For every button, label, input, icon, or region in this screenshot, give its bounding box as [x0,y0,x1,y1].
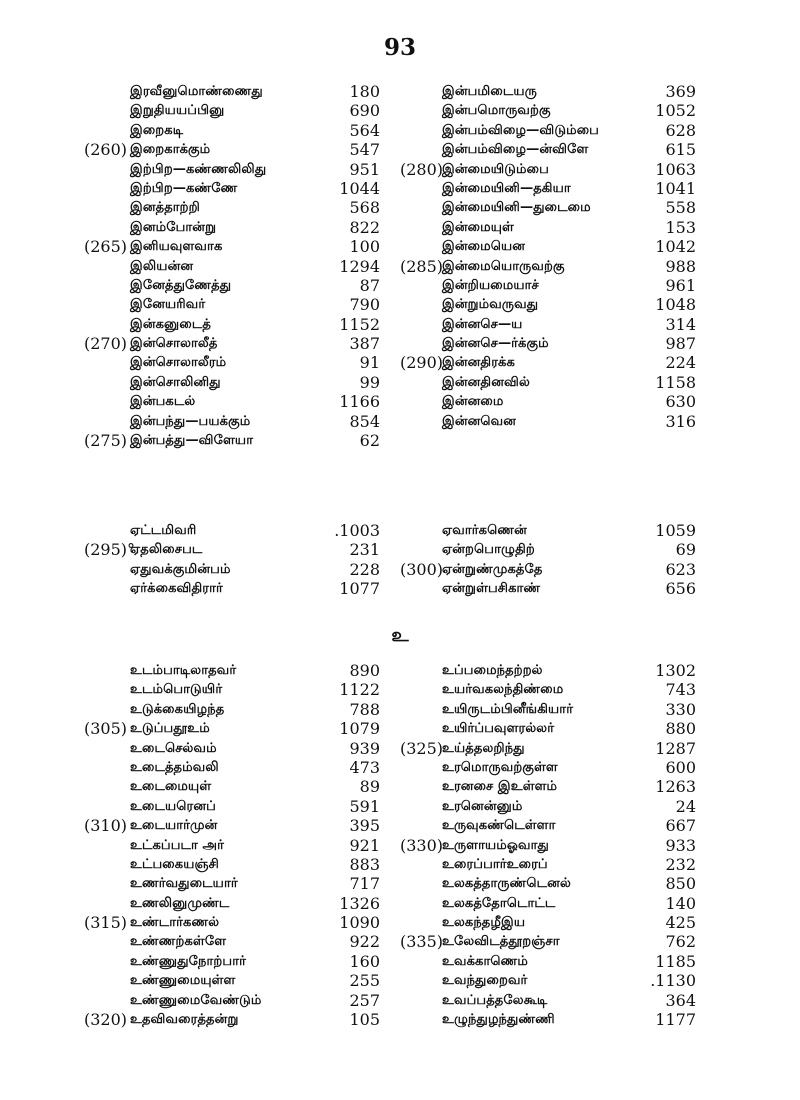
entry-page-number: 69 [675,540,696,560]
entry-page-number: 140 [665,893,696,913]
index-entry [400,894,710,913]
entry-page-number: 330 [665,699,696,719]
entry-page-number: 547 [349,140,380,160]
entry-text: உரைப்பார்உரைப் [442,856,548,872]
entry-text: உண்ணுதுநோற்பார் [130,953,246,969]
entry-page-number: 1041 [655,178,696,198]
entry-page-number: 316 [665,411,696,431]
entry-text: உடையார்முன் [130,818,218,834]
index-entry [400,218,710,237]
index-entry [84,431,394,450]
entry-text: இன்றும்வருவது [442,297,539,313]
entry-page-number: 160 [349,951,380,971]
index-entry [84,874,394,893]
index-entry [84,719,394,738]
entry-text: உயர்வகலந்திண்மை [442,682,564,698]
index-entry [400,237,710,256]
entry-text: உரனென்னும் [442,798,523,814]
entry-text: இன்மையுள் [442,219,514,235]
entry-text: உயிர்ப்பவுளரல்லர் [442,721,555,737]
index-column-right-1 [400,82,710,431]
entry-text: ஏட்டமிவரி [130,523,197,538]
index-entry [400,680,710,699]
entry-page-number: 1294 [339,256,380,276]
entry-text: உணலினுமுண்ட [130,895,230,911]
entry-text: இன்னசெ—ர்க்கும் [442,336,549,352]
entry-text: உண்ணுமையுள்ள [130,973,236,989]
entry-text: இன்மையொருவற்கு [442,258,565,274]
entry-text: இன்மையிடும்பை [442,161,549,177]
index-entry [400,836,710,855]
entry-page-number: 99 [359,372,380,392]
entry-page-number: 762 [665,932,696,952]
entry-text: ஏன்றபொழுதிற் [442,542,535,558]
entry-page-number: 630 [665,392,696,412]
index-entry [400,160,710,179]
entry-number-marker: (280) [400,159,444,179]
entry-page-number: 1042 [655,237,696,257]
entry-page-number: 591 [349,796,380,816]
index-entry [400,991,710,1010]
entry-page-number: 62 [359,431,380,451]
index-entry [400,1010,710,1029]
entry-page-number: 558 [665,198,696,218]
entry-page-number: 564 [349,120,380,140]
index-entry [400,179,710,198]
index-entry [84,758,394,777]
entry-text: உவப்பத்தலேகூடி [442,992,548,1008]
entry-page-number: 600 [665,757,696,777]
entry-number-marker: (300) [400,559,444,579]
entry-page-number: 939 [349,738,380,758]
entry-page-number: 1079 [339,719,380,739]
entry-text: ஏவார்கணென் [442,523,527,538]
entry-page-number: 656 [665,579,696,599]
entry-text: இன்னசெ—ய [442,316,523,332]
index-entry [400,140,710,159]
entry-page-number: 790 [349,295,380,315]
entry-text: இன்னவென [442,413,517,429]
index-entry [400,816,710,835]
entry-page-number: 854 [349,411,380,431]
entry-text: உடம்பாடிலாதவர் [130,663,237,678]
index-entry [84,739,394,758]
entry-page-number: 883 [349,854,380,874]
entry-text: இன்சொலாலீத் [130,336,218,352]
entry-text: உருவுகண்டெள்ளா [442,818,556,834]
index-entry [400,797,710,816]
entry-text: உய்த்தலறிந்து [442,740,525,756]
entry-text: இன்பமொருவற்கு [442,103,551,119]
entry-text: உவந்துறைவர் [442,973,528,989]
entry-text: உலகத்தோடொட்ட [442,895,556,911]
index-entry [84,855,394,874]
entry-page-number: 822 [349,217,380,237]
entry-page-number: .1130 [650,971,696,991]
index-entry [400,334,710,353]
page-number: 93 [383,34,416,61]
index-entry [84,579,394,598]
entry-text: இன்மையினி—தகியா [442,180,571,196]
index-entry [400,777,710,796]
index-entry [84,952,394,971]
entry-text: உண்ணற்கள்ளே [130,934,227,950]
entry-page-number: 1077 [339,579,380,599]
index-entry [84,816,394,835]
entry-page-number: 667 [665,816,696,836]
entry-page-number: 717 [349,874,380,894]
entry-page-number: 623 [665,559,696,579]
entry-text: இனியவுளவாக [130,239,223,255]
index-entry [400,758,710,777]
index-entry [84,971,394,990]
index-entry [400,952,710,971]
entry-page-number: 1059 [655,521,696,540]
entry-page-number: 387 [349,334,380,354]
entry-page-number: 314 [665,314,696,334]
index-entry [400,932,710,951]
entry-text: இனேயரிவர் [130,297,206,313]
entry-page-number: 91 [359,353,380,373]
entry-text: இன்மையினி—துடைமை [442,200,591,216]
index-entry [84,392,394,411]
index-entry [400,739,710,758]
entry-page-number: 1287 [655,738,696,758]
entry-page-number: 100 [349,237,380,257]
index-entry [84,121,394,140]
entry-page-number: 395 [349,816,380,836]
entry-number-marker: (310) [84,816,128,836]
entry-page-number: 473 [349,757,380,777]
entry-text: இன்மையென [442,239,526,255]
index-entry [400,540,710,559]
entry-page-number: 1263 [655,777,696,797]
index-entry [400,198,710,217]
entry-text: இன்பகடல் [130,394,196,410]
entry-page-number: 743 [665,680,696,700]
entry-text: உருளாயம்ஓவாது [442,837,549,853]
entry-text: உவக்காணெம் [442,953,529,969]
entry-page-number: 628 [665,120,696,140]
entry-page-number: 1185 [655,951,696,971]
entry-page-number: 255 [349,971,380,991]
entry-page-number: 921 [349,835,380,855]
entry-page-number: 880 [665,719,696,739]
entry-page-number: 232 [665,854,696,874]
index-entry [84,334,394,353]
entry-page-number: 231 [349,540,380,560]
entry-text: இன்பம்விழை—விடும்பை [442,122,600,138]
entry-page-number: 922 [349,932,380,952]
entry-text: இன்கனுடைத் [130,316,211,332]
index-entry [400,560,710,579]
index-entry [84,82,394,101]
entry-text: இரவீனுமொண்ணைது [130,84,263,99]
entry-page-number: 224 [665,353,696,373]
entry-page-number: 690 [349,101,380,121]
index-entry [400,121,710,140]
entry-text: இலியன்ன [130,258,194,274]
index-entry [84,797,394,816]
entry-number-marker: (290) [400,353,444,373]
index-entry [400,392,710,411]
index-entry [400,353,710,372]
index-entry [84,932,394,951]
entry-text: உணர்வதுடையார் [130,876,238,892]
index-entry [400,315,710,334]
index-entry [400,719,710,738]
entry-text: இன்சொலாலீரம் [130,355,227,371]
index-column-right-2 [400,521,710,599]
index-entry [84,560,394,579]
entry-text: இற்பிற—கண்ணலிலிது [130,161,267,177]
entry-number-marker: (295)° [84,540,136,560]
entry-page-number: 1158 [655,372,696,392]
entry-text: ஏன்றுள்பசிகாண் [442,581,541,597]
entry-text: உட்கப்படா அர் [130,837,225,853]
entry-page-number: 988 [665,256,696,276]
index-entry [84,412,394,431]
index-entry [84,1010,394,1029]
entry-page-number: 615 [665,140,696,160]
index-entry [400,295,710,314]
section-heading-letter: உ [391,624,409,646]
index-entry [84,700,394,719]
entry-text: இறைகாக்கும் [130,142,211,158]
entry-text: ஏன்றுண்முகத்தே [442,561,543,577]
index-column-right-3 [400,661,710,1029]
entry-number-marker: (315) [84,913,128,933]
entry-page-number: 1063 [655,159,696,179]
index-entry [84,913,394,932]
entry-text: இன்பம்விழை—ன்விளே [442,142,589,158]
index-entry [84,315,394,334]
entry-page-number: 1090 [339,913,380,933]
index-entry [400,874,710,893]
index-entry [84,521,394,540]
entry-page-number: .1003 [334,521,380,540]
index-entry [84,373,394,392]
index-entry [84,218,394,237]
index-column-left-1 [84,82,394,450]
entry-text: உலகந்தழீஇய [442,915,526,931]
index-entry [84,836,394,855]
entry-number-marker: (260) [84,140,128,160]
entry-page-number: 951 [349,159,380,179]
entry-page-number: 105 [349,1010,380,1030]
entry-number-marker: (265) [84,237,128,257]
entry-text: உடைசெல்வம் [130,740,217,756]
entry-text: உடைத்தம்வலி [130,759,219,775]
index-entry [400,82,710,101]
entry-text: இனத்தாற்றி [130,200,201,216]
index-column-left-2 [84,521,394,599]
entry-page-number: 1302 [655,661,696,680]
entry-text: உண்ணுமைவேண்டும் [130,992,262,1008]
index-entry [400,913,710,932]
entry-page-number: 1326 [339,893,380,913]
entry-text: உடுப்பதூஉம் [130,721,210,737]
index-entry [84,894,394,913]
entry-page-number: 1044 [339,178,380,198]
entry-page-number: 87 [359,275,380,295]
index-entry [84,276,394,295]
entry-page-number: 1177 [655,1010,696,1030]
entry-page-number: 364 [665,990,696,1010]
entry-text: ஏர்க்கைவிதிரார் [130,581,223,597]
entry-text: இன்சொலினிது [130,374,221,390]
entry-text: உழுந்துழந்துண்ணி [442,1012,555,1028]
entry-text: இன்னதினவில் [442,374,530,390]
entry-text: இன்னமை [442,394,504,410]
entry-page-number: 180 [349,82,380,101]
entry-page-number: 890 [349,661,380,680]
index-entry [400,276,710,295]
entry-text: இறுதியயப்பினு [130,103,225,119]
entry-text: ஏதலிசைபட [130,542,203,558]
index-entry [400,101,710,120]
entry-text: இனேத்துணேத்து [130,277,232,293]
entry-number-marker: (320) [84,1010,128,1030]
index-entry [84,237,394,256]
index-entry [84,777,394,796]
entry-text: உரமொருவற்குள்ள [442,759,558,775]
entry-page-number: 1048 [655,295,696,315]
entry-number-marker: (275) [84,431,128,451]
entry-text: இன்றியமையாச் [442,277,539,293]
entry-page-number: 933 [665,835,696,855]
entry-number-marker: (325) [400,738,444,758]
index-entry [84,991,394,1010]
index-entry [84,680,394,699]
index-entry [84,198,394,217]
entry-text: உரனசை இஉள்ளம் [442,779,558,795]
entry-text: உடம்பொடுயிர் [130,682,223,698]
index-entry [84,101,394,120]
entry-page-number: 788 [349,699,380,719]
entry-page-number: 228 [349,559,380,579]
entry-text: உலேவிடத்தூறஞ்சா [442,934,560,950]
entry-page-number: 1152 [339,314,380,334]
entry-page-number: 568 [349,198,380,218]
index-column-left-3 [84,661,394,1029]
entry-text: உப்பமைந்தற்றல் [442,663,543,678]
entry-text: இன்பத்து—விளேயா [130,433,254,449]
entry-page-number: 425 [665,913,696,933]
entry-text: உலகத்தாருண்டெனல் [442,876,571,892]
entry-page-number: 1166 [339,392,380,412]
entry-number-marker: (305) [84,719,128,739]
index-entry [84,661,394,680]
index-entry [84,140,394,159]
index-entry [400,661,710,680]
index-entry [400,412,710,431]
entry-text: உண்டார்கணல் [130,915,220,931]
index-entry [400,373,710,392]
index-entry [84,295,394,314]
index-entry [400,855,710,874]
entry-page-number: 850 [665,874,696,894]
entry-page-number: 153 [665,217,696,237]
entry-page-number: 89 [359,777,380,797]
entry-page-number: 961 [665,275,696,295]
entry-text: இன்பமிடையரு [442,84,537,99]
index-entry [84,540,394,559]
entry-page-number: 24 [675,796,696,816]
entry-number-marker: (330) [400,835,444,855]
entry-number-marker: (285) [400,256,444,276]
entry-page-number: 987 [665,334,696,354]
index-entry [400,579,710,598]
entry-text: உடுக்கையிழந்த [130,701,225,717]
entry-text: ஏதுவக்குமின்பம் [130,561,231,577]
entry-text: உட்பகையஞ்சி [130,856,219,872]
entry-text: உடைமையுள் [130,779,212,795]
entry-text: உதவிவரைத்தன்று [130,1012,239,1028]
entry-text: இறைகடி [130,122,184,138]
index-entry [400,257,710,276]
entry-page-number: 1052 [655,101,696,121]
entry-text: இனம்போன்று [130,219,217,235]
entry-page-number: 1122 [339,680,380,700]
entry-text: உயிருடம்பினீங்கியார் [442,701,574,717]
entry-number-marker: (270) [84,334,128,354]
index-entry [400,700,710,719]
index-entry [400,971,710,990]
index-entry [400,521,710,540]
entry-page-number: 257 [349,990,380,1010]
entry-text: உடையரெனப் [130,798,216,814]
entry-text: இற்பிற—கண்ணே [130,180,238,196]
entry-text: இன்னதிரக்க [442,355,515,371]
index-entry [84,160,394,179]
entry-page-number: 369 [665,82,696,101]
entry-text: இன்பந்து—பயக்கும் [130,413,251,429]
index-entry [84,257,394,276]
index-entry [84,353,394,372]
index-entry [84,179,394,198]
entry-number-marker: (335) [400,932,444,952]
